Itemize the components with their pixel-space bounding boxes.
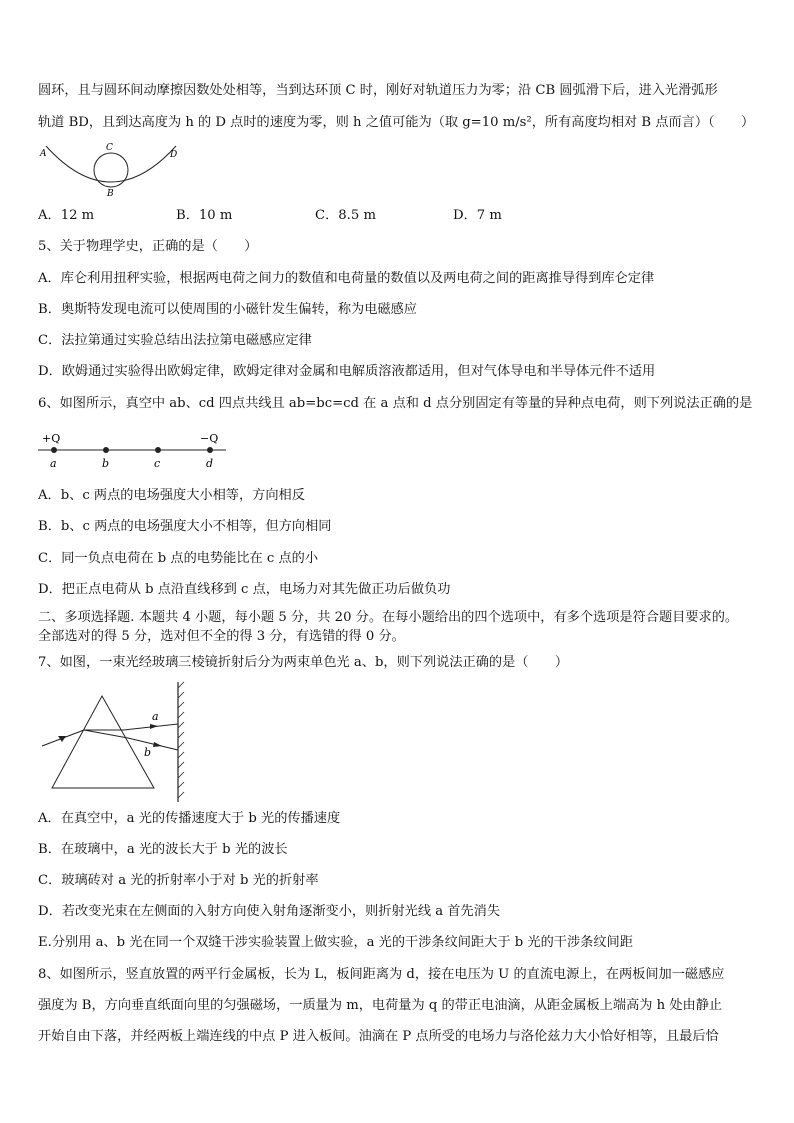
q8-text-line-2: 强度为 B，方向垂直纸面向里的匀强磁场，一质量为 m，电荷量为 q 的带正电油滴，从距金属板上端高为 h 处由静止 — [38, 998, 723, 1013]
q4-text-line-2: 轨道 BD，且到达高度为 h 的 D 点时的速度为零，则 h 之值可能为（取 g=10 m/s²，所有高度均相对 B 点而言）（ ） — [38, 115, 755, 130]
q5-option-b[interactable]: B．奥斯特发现电流可以使周围的小磁针发生偏转，称为电磁感应 — [38, 302, 417, 317]
q5-option-c[interactable]: C．法拉第通过实验总结出法拉第电磁感应定律 — [38, 333, 312, 348]
q4-track-figure — [36, 138, 186, 198]
q8-text-line-1: 8、如图所示，竖直放置的两平行金属板，长为 L，板间距离为 d，接在电压为 U 的直流电源上，在两板间加一磁感应 — [38, 967, 725, 982]
q4-option-d[interactable]: D．7 m — [453, 208, 502, 223]
q6-option-c[interactable]: C．同一负点电荷在 b 点的电势能比在 c 点的小 — [38, 551, 319, 566]
q5-option-d[interactable]: D．欧姆通过实验得出欧姆定律，欧姆定律对金属和电解质溶液都适用，但对气体导电和半导体元件不适用 — [38, 364, 656, 379]
q4-label-a: A — [40, 149, 47, 159]
q4-option-b[interactable]: B．10 m — [176, 208, 233, 223]
q4-options — [38, 207, 766, 225]
q4-text-line-1: 圆环，且与圆环间动摩擦因数处处相等，当到达环顶 C 时，刚好对轨道压力为零；沿 CB 圆弧滑下后，进入光滑弧形 — [38, 83, 718, 98]
section2-line-2: 全部选对的得 5 分，选对但不全的得 3 分，有选错的得 0 分。 — [38, 629, 405, 644]
q7-option-e[interactable]: E.分别用 a、b 光在同一个双缝干涉实验装置上做实验，a 光的干涉条纹间距大于 b 光的干涉条纹间距 — [38, 935, 633, 950]
q7-option-d[interactable]: D．若改变光束在左侧面的入射方向使入射角逐渐变小，则折射光线 a 首先消失 — [38, 904, 501, 919]
q4-label-d: D — [170, 150, 178, 160]
q6-stem: 6、如图所示，真空中 ab、cd 四点共线且 ab=bc=cd 在 a 点和 d 点分别固定有等量的异种点电荷，则下列说法正确的是 — [38, 396, 753, 411]
q6-option-d[interactable]: D．把正点电荷从 b 点沿直线移到 c 点，电场力对其先做正功后做负功 — [38, 582, 451, 597]
q6-label-plus-q: +Q — [42, 432, 61, 445]
q4-option-a[interactable]: A．12 m — [38, 208, 95, 223]
q6-option-b[interactable]: B．b、c 两点的电场强度大小不相等，但方向相同 — [38, 519, 332, 534]
q6-label-b: b — [102, 457, 110, 470]
q7-stem: 7、如图，一束光经玻璃三棱镜折射后分为两束单色光 a、b，则下列说法正确的是（ ） — [38, 655, 569, 670]
q4-label-b: B — [107, 189, 114, 198]
q4-label-c: C — [106, 143, 113, 153]
q6-label-a: a — [50, 457, 57, 470]
q8-text-line-3: 开始自由下落，并经两板上端连线的中点 P 进入板间。油滴在 P 点所受的电场力与洛伦兹力大小恰好相等，且最后恰 — [38, 1029, 719, 1044]
q7-option-c[interactable]: C．玻璃砖对 a 光的折射率小于对 b 光的折射率 — [38, 873, 319, 888]
q7-label-a: a — [152, 710, 159, 723]
q7-option-a[interactable]: A．在真空中，a 光的传播速度大于 b 光的传播速度 — [38, 811, 341, 826]
q6-label-c: c — [154, 457, 161, 470]
q4-option-c[interactable]: C．8.5 m — [315, 208, 376, 223]
q5-option-a[interactable]: A．库仑利用扭秤实验，根据两电荷之间力的数值和电荷量的数值以及两电荷之间的距离推导得到库仑定律 — [38, 271, 655, 286]
q6-charges-figure — [36, 425, 236, 475]
q6-option-a[interactable]: A．b、c 两点的电场强度大小相等，方向相反 — [38, 488, 305, 503]
q7-option-b[interactable]: B．在玻璃中，a 光的波长大于 b 光的波长 — [38, 842, 288, 857]
q6-label-minus-q: −Q — [200, 432, 219, 445]
q7-prism-figure — [36, 678, 196, 804]
section2-line-1: 二、多项选择题. 本题共 4 小题，每小题 5 分，共 20 分。在每小题给出的四个选项中，有多个选项是符合题目要求的。 — [38, 610, 739, 625]
q7-label-b: b — [144, 746, 152, 759]
q5-stem: 5、关于物理学史，正确的是（ ） — [38, 239, 258, 254]
q6-label-d: d — [206, 457, 214, 470]
